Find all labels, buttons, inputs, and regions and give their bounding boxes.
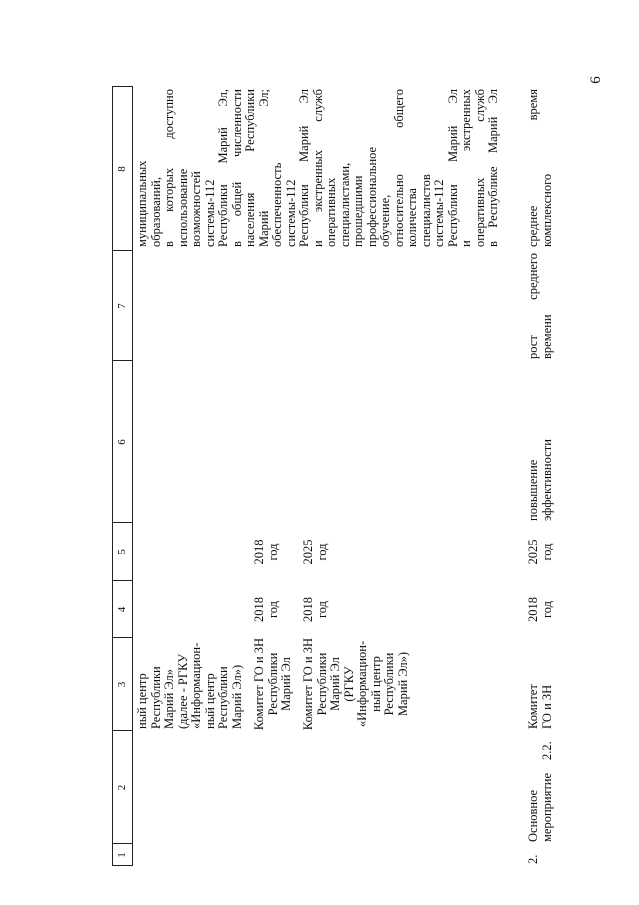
cell-row-b-col3: Комитет ГО и ЗН Республики Марий Эл (РГКУ «Информацион- ный центр Республики Марий Эл»): [301, 637, 410, 731]
cell-row-2-col8-line1: среднее время: [526, 89, 540, 247]
header-col-6: 6: [116, 439, 128, 445]
cell-row-2-col8-line2: комплексного: [540, 173, 554, 247]
header-col-3: 3: [116, 681, 128, 688]
page-number: 6: [588, 76, 604, 84]
cell-row-2-number: 2.: [526, 854, 540, 864]
header-col-7: 7: [116, 303, 128, 309]
cell-row-b-col4: 2018 год: [301, 597, 329, 622]
header-col-5: 5: [116, 549, 128, 555]
cell-row-2-col5: 2025 год: [526, 539, 554, 565]
header-col-2: 2: [116, 784, 128, 791]
header-col-8: 8: [116, 166, 128, 172]
cell-continuation-col3: ный центр Республики Марий Эл» (далее - РГКУ «Информацион- ный центр Республики Марий Эл»): [135, 642, 244, 729]
cell-row-2-col7: рост среднего времени: [526, 253, 554, 359]
cell-row-b-col5: 2025 год: [301, 539, 329, 565]
cell-row-2-col4: 2018 год: [526, 597, 554, 622]
cell-row-a-col4: 2018 год: [252, 597, 280, 622]
cell-row-2-code: 2.2.: [540, 741, 554, 760]
cell-row-a-col3: Комитет ГО и ЗН Республики Марий Эл: [252, 637, 293, 731]
cell-row-a-col5: 2018 год: [252, 539, 280, 565]
cell-continuation-col8: муниципальных образований, в которых доступно использование возможностей системы-112 Республики Марий Эл, в общей численности населения Республики Марий Эл; обеспеченность системы-112 Республики Марий Эл и экстренных служб оперативных специалистами, прошедшими профессиональное обучение, относительно общего количества специалистов системы-112 Республики Марий Эл и экстренных оперативных служб в Республике Марий Эл: [135, 89, 500, 247]
header-col-1: 1: [116, 852, 128, 858]
header-col-4: 4: [116, 606, 128, 613]
header-bottom-rule: [132, 86, 133, 866]
rotated-table: [112, 86, 632, 866]
cell-row-2-title: Основное мероприятие: [526, 772, 554, 842]
cell-row-2-col3: Комитет ГО и ЗН: [526, 684, 554, 729]
cell-row-2-col6: повышение эффективности: [526, 439, 554, 521]
document-sheet: [112, 86, 632, 864]
